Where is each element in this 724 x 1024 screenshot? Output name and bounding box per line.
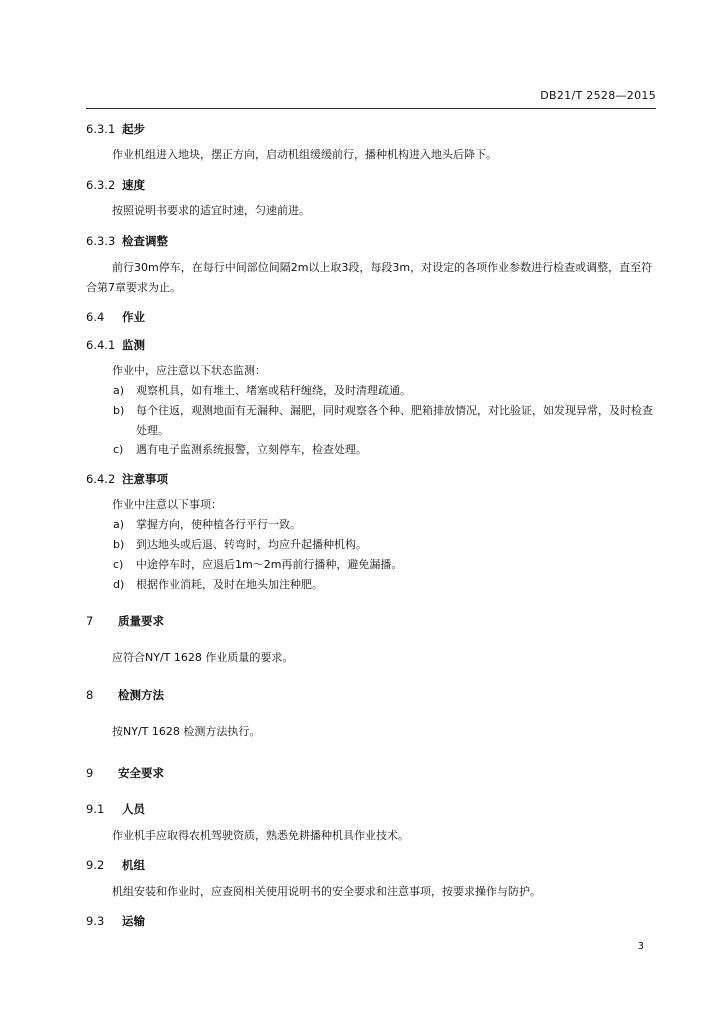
heading-6-3-1	[86, 121, 145, 137]
list-item	[113, 575, 658, 595]
paragraph-6-4-2: 作业中注意以下事项：	[112, 498, 222, 511]
list-marker: a)	[113, 384, 125, 397]
heading-number: 8	[86, 688, 94, 702]
heading-number: 6.4	[86, 310, 105, 324]
paragraph-6-3-1: 作业机组进入地块，摆正方向，启动机组缓缓前行，播种机构进入地头后降下。	[112, 148, 497, 161]
heading-6-3-2	[86, 177, 145, 193]
list-item	[113, 535, 658, 555]
heading-title: 人员	[122, 802, 145, 816]
paragraph-6-3-3: 前行30m停车，在每行中间部位间隔2m以上取3段，每段3m，对设定的各项作业参数进行检查或调整，直至符合第7章要求为止。	[86, 261, 653, 294]
heading-7	[86, 613, 164, 629]
list-text: 到达地头或后退、转弯时，均应升起播种机构。	[136, 538, 367, 551]
paragraph-9-2: 机组安装和作业时，应查阅相关使用说明书的安全要求和注意事项，按要求操作与防护。	[112, 885, 541, 898]
heading-title: 作业	[122, 310, 145, 324]
heading-number: 9	[86, 766, 94, 780]
list-marker: a)	[113, 518, 125, 531]
heading-6-4-2	[86, 471, 168, 487]
heading-9-3	[86, 913, 145, 929]
list-marker: b)	[113, 538, 125, 551]
heading-title: 运输	[122, 914, 145, 928]
list-marker: b)	[113, 404, 125, 417]
heading-title: 监测	[122, 338, 145, 352]
list-text: 观察机具，如有堆土、堵塞或秸秆缠绕，及时清理疏通。	[136, 384, 411, 397]
heading-6-4-1	[86, 337, 145, 353]
paragraph-6-4-1: 作业中，应注意以下状态监测：	[112, 364, 266, 377]
page-number: 3	[637, 941, 644, 952]
list-marker: d)	[113, 578, 125, 591]
heading-8	[86, 687, 164, 703]
heading-title: 质量要求	[118, 614, 164, 628]
list-text: 每个往返，观测地面有无漏种、漏肥，同时观察各个种、肥箱排放情况，对比验证，如发现异常，及时检查处理。	[136, 404, 653, 437]
standard-code: DB21/T 2528—2015	[540, 89, 656, 102]
heading-number: 6.3.2	[86, 178, 116, 192]
heading-9-1	[86, 801, 145, 817]
heading-title: 机组	[122, 858, 145, 872]
paragraph-6-3-2: 按照说明书要求的适宜时速，匀速前进。	[112, 204, 310, 217]
heading-number: 6.4.1	[86, 338, 116, 352]
list-text: 遇有电子监测系统报警，立刻停车，检查处理。	[136, 443, 367, 456]
list-item	[113, 555, 658, 575]
heading-title: 检查调整	[122, 234, 168, 248]
heading-9	[86, 765, 164, 781]
list-item	[113, 381, 658, 401]
list-text: 掌握方向，使种植各行平行一致。	[136, 518, 301, 531]
heading-number: 6.3.1	[86, 122, 116, 136]
heading-number: 6.4.2	[86, 472, 116, 486]
heading-number: 6.3.3	[86, 234, 116, 248]
list-item	[113, 440, 658, 460]
list-text: 根据作业消耗，及时在地头加注种肥。	[136, 578, 323, 591]
heading-title: 起步	[122, 122, 145, 136]
header-rule	[86, 108, 656, 109]
list-item	[113, 401, 658, 441]
heading-number: 9.1	[86, 802, 105, 816]
heading-title: 速度	[122, 178, 145, 192]
heading-6-3-3	[86, 233, 168, 249]
heading-title: 安全要求	[118, 766, 164, 780]
heading-6-4	[86, 309, 145, 325]
paragraph-8: 按NY/T 1628 检测方法执行。	[112, 725, 261, 738]
paragraph-9-1: 作业机手应取得农机驾驶资质，熟悉免耕播种机具作业技术。	[112, 829, 409, 842]
paragraph-7: 应符合NY/T 1628 作业质量的要求。	[112, 651, 294, 664]
heading-title: 检测方法	[118, 688, 164, 702]
list-marker: c)	[113, 443, 124, 456]
list-text: 中途停车时，应退后1m～2m再前行播种，避免漏播。	[136, 558, 403, 571]
list-marker: c)	[113, 558, 124, 571]
heading-number: 9.2	[86, 858, 105, 872]
heading-number: 9.3	[86, 914, 105, 928]
heading-title: 注意事项	[122, 472, 168, 486]
list-item	[113, 515, 658, 535]
heading-number: 7	[86, 614, 94, 628]
heading-9-2	[86, 857, 145, 873]
